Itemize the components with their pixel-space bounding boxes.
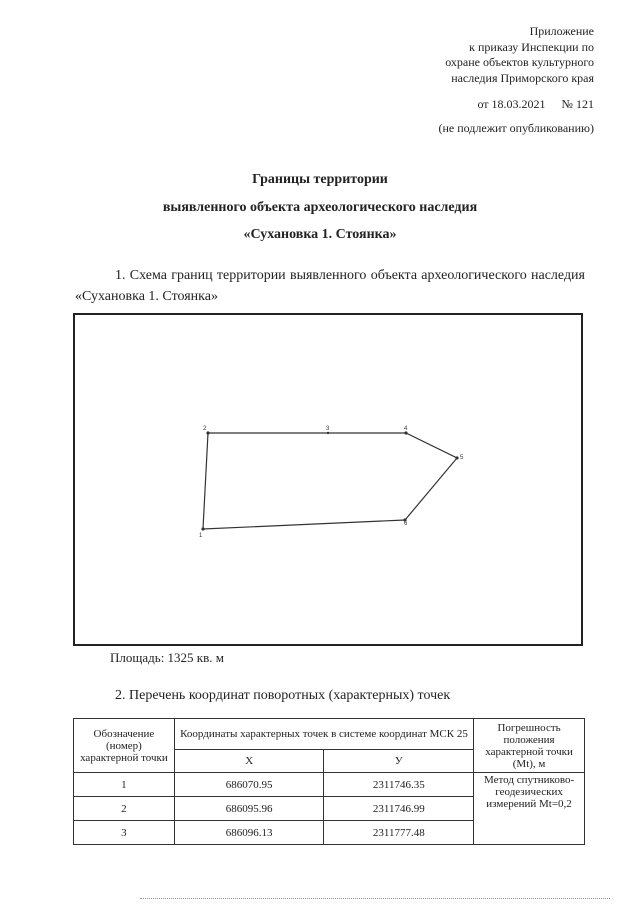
x-coordinate: 686096.13 [174, 821, 324, 845]
section-1-caption: 1. Схема границ территории выявленного объекта археологического наследия «Сухановка 1. Стоянка» [75, 268, 585, 304]
header-line: к приказу Инспекции по [469, 39, 594, 54]
designation-header: Обозначение (номер) характерной точки [74, 719, 175, 773]
header-line: охране объектов культурного [445, 55, 594, 69]
x-coordinate: 686070.95 [174, 773, 324, 797]
y-header: У [324, 750, 474, 773]
x-coordinate: 686095.96 [174, 797, 324, 821]
point-label-6: 6 [404, 521, 408, 527]
point-number: 3 [74, 821, 175, 845]
point-label-2: 2 [203, 426, 207, 432]
order-number: № 121 [561, 97, 594, 111]
y-coordinate: 2311746.35 [324, 773, 474, 797]
boundary-scheme [73, 313, 583, 646]
appendix-header [445, 24, 594, 86]
header-line: Приложение [529, 24, 594, 38]
document-title-line-1: Границы территории [252, 172, 388, 187]
x-header: X [174, 750, 324, 773]
point-label-1: 1 [199, 533, 203, 539]
document-title-line-3: «Сухановка 1. Стоянка» [243, 227, 397, 242]
coordinates-table [73, 718, 585, 845]
table-row [74, 773, 585, 797]
boundary-point-marker [201, 527, 204, 530]
boundary-point-marker [206, 431, 209, 434]
boundary-point-marker [455, 456, 458, 459]
method-cell: Метод спутниково-геодезических измерений Mt=0,2 [474, 773, 585, 845]
y-coordinate: 2311777.48 [324, 821, 474, 845]
section-1-text [75, 265, 585, 307]
point-label-4: 4 [404, 426, 408, 432]
point-number: 2 [74, 797, 175, 821]
boundary-polygon [203, 433, 457, 529]
point-number: 1 [74, 773, 175, 797]
table-header-row [74, 719, 585, 750]
accuracy-header: Погрешность положения характерной точки (Mt), м [474, 719, 585, 773]
point-label-5: 5 [460, 455, 464, 461]
publication-notice: (не подлежит опубликованию) [438, 121, 594, 135]
boundary-point-marker [327, 432, 329, 434]
order-date-line [477, 97, 594, 112]
header-line: наследия Приморского края [451, 70, 594, 85]
point-label-3: 3 [326, 426, 330, 432]
y-coordinate: 2311746.99 [324, 797, 474, 821]
coords-header: Координаты характерных точек в системе координат МСК 25 [174, 719, 473, 750]
section-2-heading: 2. Перечень координат поворотных (характерных) точек [115, 688, 451, 703]
order-date: от 18.03.2021 [477, 97, 546, 111]
area-text: Площадь: 1325 кв. м [110, 650, 224, 665]
document-title-line-2: выявленного объекта археологического наследия [162, 200, 478, 215]
page-bottom-divider [140, 898, 610, 899]
boundary-diagram [75, 315, 581, 644]
